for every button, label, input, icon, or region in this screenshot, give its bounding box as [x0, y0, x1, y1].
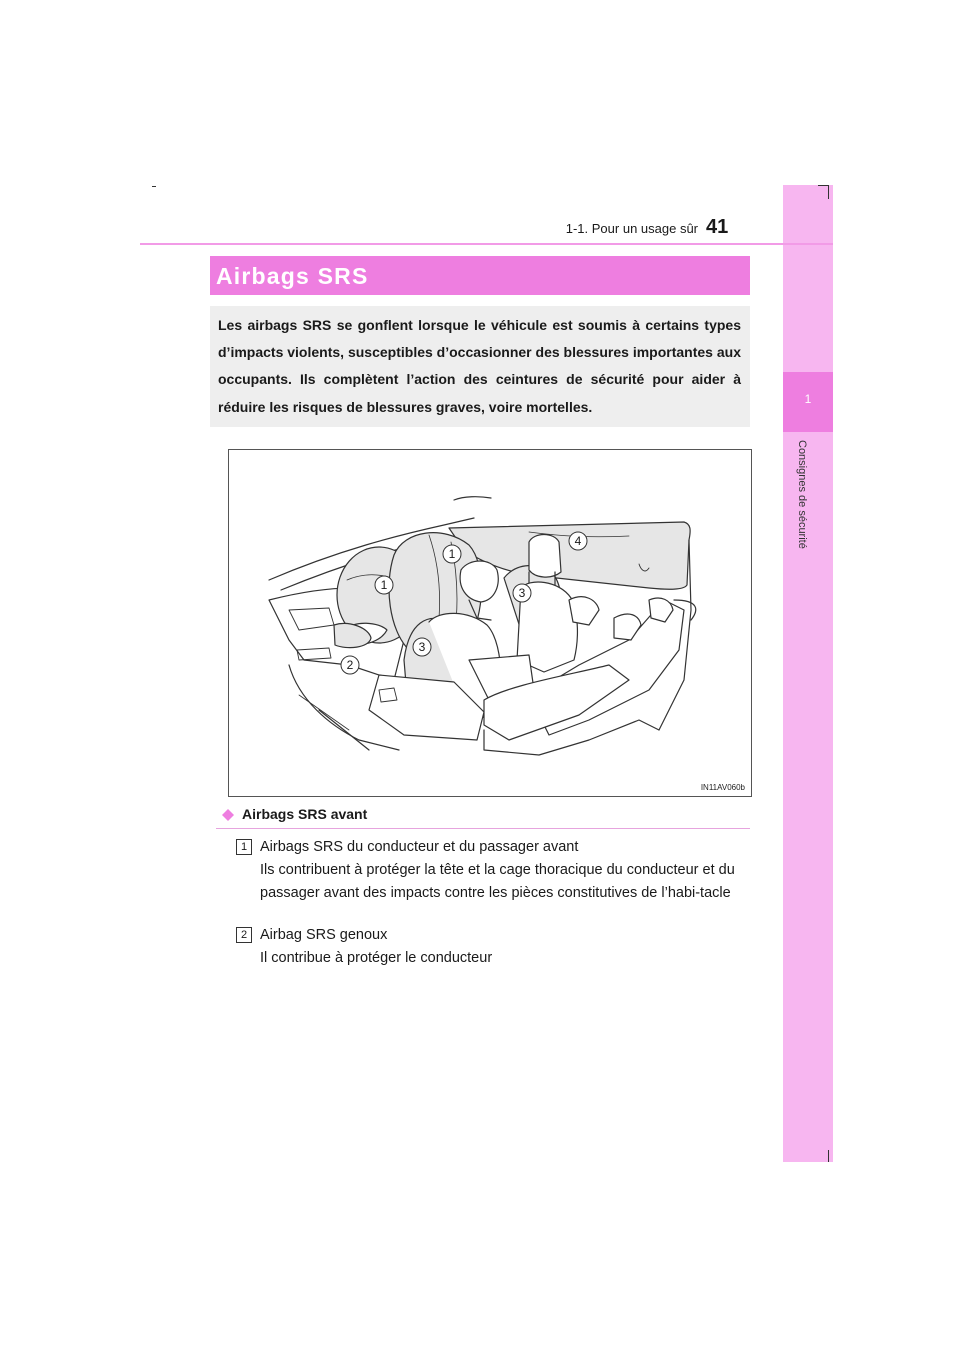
- list-item: [260, 924, 750, 970]
- chapter-label: Consignes de sécurité: [796, 440, 808, 549]
- section-rule: [216, 828, 750, 829]
- item-description: Il contribue à protéger le conducteur: [260, 950, 493, 966]
- header-rule: [140, 243, 833, 245]
- section-reference: 1-1. Pour un usage sûr: [565, 221, 698, 236]
- item-title: Airbags SRS du conducteur et du passager avant: [260, 839, 579, 855]
- airbag-illustration: [228, 449, 752, 797]
- callout-label: 3: [518, 586, 526, 600]
- item-number: 2: [236, 927, 252, 943]
- chapter-side-tab: [783, 185, 833, 1162]
- callout-label: 3: [418, 640, 426, 654]
- crop-mark: [152, 186, 156, 187]
- callout-label: 2: [346, 658, 354, 672]
- item-title: Airbag SRS genoux: [260, 927, 388, 943]
- section-heading-text: Airbags SRS avant: [242, 806, 368, 822]
- crop-mark: [818, 185, 829, 186]
- car-interior-drawing: [229, 450, 751, 796]
- page-title: Airbags SRS: [216, 263, 369, 289]
- item-number: 1: [236, 839, 252, 855]
- callout-label: 4: [574, 534, 582, 548]
- crop-mark: [828, 1150, 829, 1162]
- item-description: Ils contribuent à protéger la tête et la cage thoracique du conducteur et du passager avant des impacts contre les pièces constitutives de l’habi-tacle: [260, 862, 735, 901]
- intro-text: Les airbags SRS se gonflent lorsque le véhicule est soumis à certains types d’impacts violents, susceptibles d’occasionner des blessures importantes aux occupants. Ils complètent l’action des ceintures de sécurité pour aider à réduire les risques de blessures graves, voire mortelles.: [218, 317, 741, 415]
- list-item: [260, 836, 750, 905]
- diamond-bullet-icon: [222, 809, 234, 821]
- page-number: 41: [706, 216, 729, 238]
- figure-code: IN11AV060b: [700, 783, 745, 792]
- crop-mark: [828, 185, 829, 199]
- chapter-number: 1: [804, 392, 812, 406]
- callout-label: 1: [380, 578, 388, 592]
- callout-label: 1: [448, 547, 456, 561]
